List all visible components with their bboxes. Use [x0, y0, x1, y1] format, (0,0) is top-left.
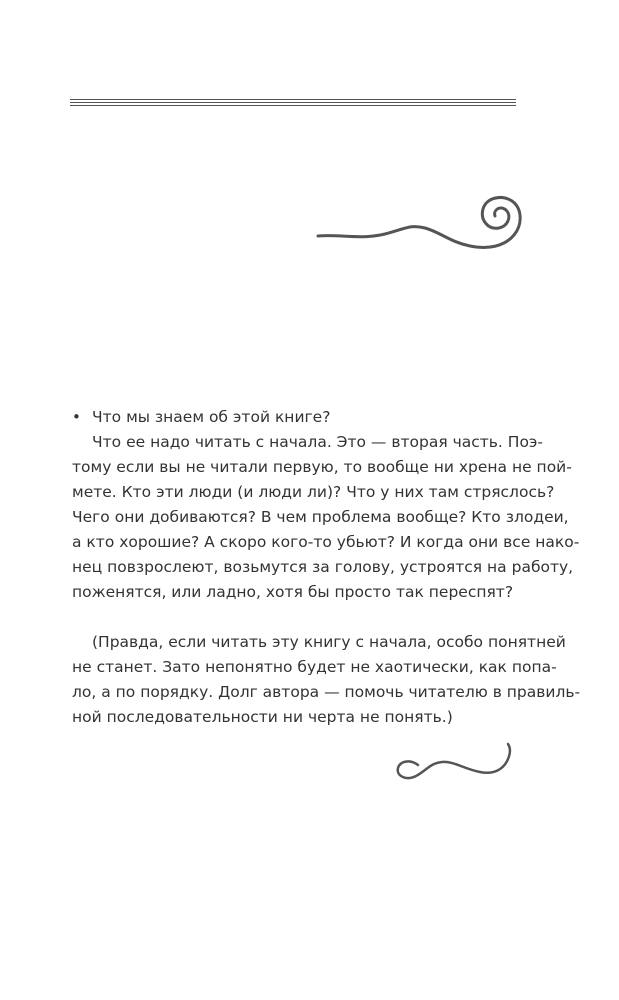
body-text [72, 405, 581, 730]
header-rule-3 [70, 105, 516, 106]
paragraph-line: Что ее надо читать с начала. Это — вторая часть. Поэ- [92, 433, 544, 451]
bullet-icon: • [72, 408, 81, 426]
paragraph-line: не станет. Зато непонятно будет не хаотически, как попа- [72, 658, 557, 676]
header-rule-2 [70, 102, 516, 103]
top-flourish-ornament [300, 180, 530, 260]
paragraph-line: мете. Кто эти люди (и люди ли)? Что у них там стряслось? [72, 483, 555, 501]
paragraph-line: тому если вы не читали первую, то вообще ни хрена не пой- [72, 458, 572, 476]
paragraph-2 [72, 630, 581, 730]
paragraph-line: ло, а по порядку. Долг автора — помочь читателю в правиль- [72, 683, 581, 701]
paragraph-1 [72, 430, 580, 605]
paragraph-line: поженятся, или ладно, хотя бы просто так переспят? [72, 583, 514, 601]
paragraph-line: а кто хорошие? А скоро кого-то убьют? И когда они все нако- [72, 533, 580, 551]
paragraph-line: Чего они добиваются? В чем проблема вообще? Кто злодеи, [72, 508, 569, 526]
bottom-flourish-ornament [380, 735, 530, 795]
paragraph-spacer [72, 605, 518, 630]
paragraph-line: (Правда, если читать эту книгу с начала, особо понятней [92, 633, 566, 651]
paragraph-line: нец повзрослеют, возьмутся за голову, устроятся на работу, [72, 558, 574, 576]
bullet-question [72, 405, 518, 430]
paragraph-line: ной последовательности ни черта не понять.) [72, 708, 453, 726]
header-rule-1 [70, 99, 516, 100]
question-text: Что мы знаем об этой книге? [92, 408, 331, 426]
